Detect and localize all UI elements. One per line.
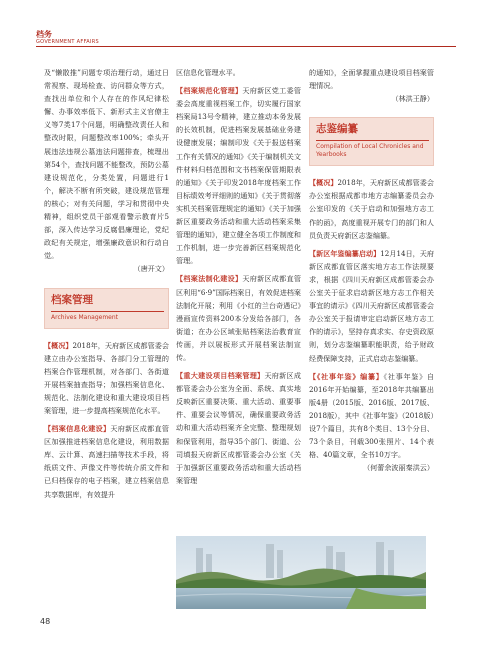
paragraph-tag: 【档案法制化建设】 [176,274,243,284]
paragraph-text: 2018年，天府新区成都管委会建立由办公室指导、各部门分工管理的档案合作管理机制，对各部门、各街道开展档案抽查指导；加强档案信息化、规范化、法制化建设和重大建设项目档案管理，进一步提高档案规范化水平。 [44,340,170,415]
section-heading-chronicles [309,117,434,166]
paragraph [176,369,301,487]
paragraph [44,339,169,418]
paragraph-text: 天府新区成都管委会办公室为全面、系统、真实地反映新区重要决策、重大活动、重要事件、重要会议等情况，确保重要政务活动和重大活动档案齐全完整、整理规划和保管利用，指导35个部门、街道、公司填报天府新区成都管委会办公室《关于加强新区重要政务活动和重大活动档案管理 [176,371,302,485]
paragraph [176,84,301,267]
section-heading-cn: 档案管理 [51,293,93,306]
section-heading-cn: 志鉴编纂 [316,123,358,136]
paragraph-text: 天府新区党工委管委会高度重视档案工作，切实履行国家档案局13号令精神，建立推动本务发展的长效机制，促进档案发展基础业务建设健康发展；编制印发《关于报送档案工作有关情况的通知》《关于编制机关文件材料归档范围和文书档案保管期限表的通知》《关于印发2018年度档案工作目标绩效考评细则的通知》《关于贯彻落实机关档案管理规定的通知》《关于加强新区重要政务活动和重大活动档案采集管理的通知》，建立健全各项工作制度和工作机制，进一步完善新区档案规范化管理。 [176,86,302,266]
section-heading-rule [51,311,164,312]
paragraph-tag: 【重大建设项目档案管理】 [176,371,265,381]
paragraph [309,370,434,462]
column-3 [309,66,434,474]
section-title-cn: 档务 [36,29,52,39]
column-1 [44,66,169,501]
paragraph [309,176,434,241]
section-heading-en: Compilation of Local Chronicles and Yearbooks [316,143,424,159]
paragraph [309,247,434,365]
author-signature: （何蕾余波丽秦洪云） [363,463,434,473]
cityscape-illustration [176,536,426,609]
paragraph-text: 2018年，天府新区成都管委会办公室根据成都市地方志编纂委员会办公室印发的《关于启动和加强地方志工作的函》，高度重视开展专门的部门和人员负责天府新区志鉴编纂。 [309,178,435,240]
paragraph-text: 天府新区成都直管区加强推进档案信息化建设，利用数据库、云计算、高速扫描等技术手段，将纸质文件、声像文件等传统介质文件和已归档保存的电子档案，建立档案信息共享数据库，有效提升 [44,424,170,499]
author-signature: （林洪王静） [391,94,434,104]
section-heading-en: Archives Management [51,313,119,321]
paragraph-tag: 【档案规范化管理】 [176,86,243,96]
paragraph: 的通知》，全面掌握重点建设项目档案管理情况。 [309,68,434,91]
paragraph-tag: 【档案信息化建设】 [44,424,111,434]
cityscape-photo [176,536,426,609]
page-number: 48 [40,617,51,626]
author-signature: （唐开文） [133,264,169,274]
paragraph: 及“懒散推”问题专项治理行动，通过日常视察、现场检查、访问群众等方式，查找出单位和个人存在的作风纪律松懈、办事效率低下、新形式主义官僚主义等7类17个问题，明确整改责任人和整改时限，问题整改率100%；牵头开展违法违规公墓违法问题排查，梳理出第54个，查找问题不能整改，预防公墓建设规范化，分类处置，问题进行1个，解决不断有所突破，建设规范管理的核心；对有关问题，学习和贯彻中央精神，组织党员干部观看警示教育片5部，深入传达学习反腐倡廉理论，党纪政纪有关规定，增强廉政意识和行动自觉。 [44,68,169,261]
paragraph-tag: 【概况】 [44,340,73,350]
paragraph [176,272,301,364]
paragraph-text: 天府新区成都直管区利用“6·9”国际档案日，有效促进档案法制化开展；利用《小红的兰台奇遇记》漫画宣传资料200本分发给各部门，各街道；在办公区域张贴档案法治教育宣传画，并以展板形式开展档案法制宣传。 [176,274,302,362]
paragraph-text: 《社事年鉴》自2016年开始编纂，至2018年共编纂出版4册（2015版、2016版、2017版、2018版），其中《社事年鉴》（2018版）设7个篇目，共有8个类目、13个分目、73个条目，刊载300张照片、14个表格、40篇文章，全书10万字。 [309,371,434,460]
header-divider [36,46,456,47]
column-2 [176,66,301,487]
section-heading-rule [316,140,429,141]
section-heading-archives [44,288,169,329]
paragraph-tag: 【概况】 [309,178,338,188]
paragraph [44,422,169,501]
section-title-en: GOVERNMENT AFFAIRS [36,39,100,45]
paragraph-text: 12月14日，天府新区成都直管区落实地方志工作法规要求，根据《四川天府新区成都管委会办公室关于征求启动新区地方志工作相关事宜的请示》《四川天府新区成都管委会办公室关于报请审定启动新区地方志工作的请示》，坚持存真求实、存史资政原则，划分志鉴编纂职能职责，给予财政经费保障支持，正式启动志鉴编纂。 [309,248,435,363]
paragraph-tag: 【新区年鉴编纂启动】 [309,248,381,258]
paragraph-tag: 【《社事年鉴》编纂】 [309,371,384,381]
running-header [36,30,456,45]
paragraph: 区信息化管理水平。 [176,68,240,77]
